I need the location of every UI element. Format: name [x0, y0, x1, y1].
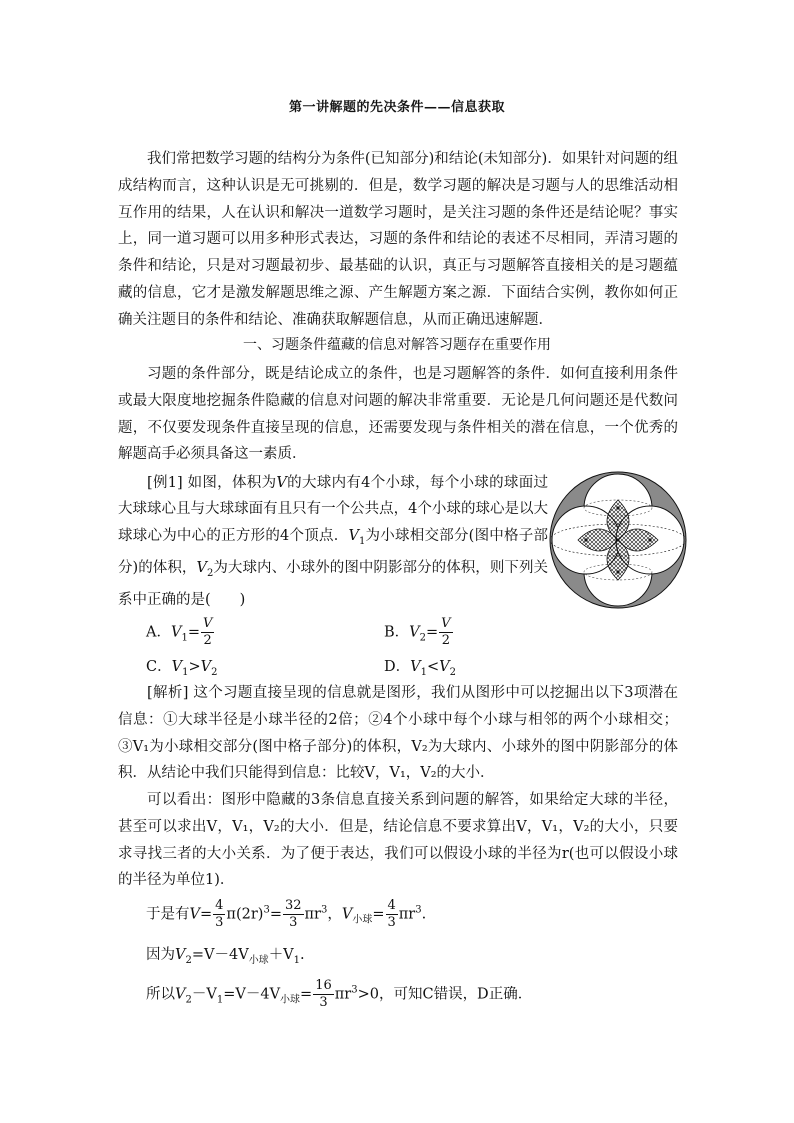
analysis-paragraph-1	[118, 680, 678, 787]
intro-paragraph: 我们常把数学习题的结构分为条件(已知部分)和结论(未知部分)．如果针对问题的组成结构而言，这种认识是无可挑剔的．但是，数学习题的解决是习题与人的思维活动相互作用的结果，人在认识和解决一道数学习题时，是关注习题的条件还是结论呢？事实上，同一道习题可以用多种形式表达，习题的条件和结论的表述不尽相同，弄清习题的条件和结论，只是对习题最初步、最基础的认识，真正与习题解答直接相关的是习题蕴藏的信息，它才是激发解题思维之源、产生解题方案之源．下面结合实例，教你如何正确关注题目的条件和结论、准确获取解题信息，从而正确迅速解题．	[118, 151, 678, 328]
option-c[interactable]: C．$V_1>V_2$	[146, 659, 218, 678]
subscript: 1	[358, 535, 366, 547]
example-line: 过大球球心且与大球球面有且只有一个公共点，4个小球的球心是以	[118, 475, 549, 518]
example-line: 部分)的体积，	[118, 527, 548, 577]
example-line: 如图，体积为	[187, 475, 277, 491]
example-1-text	[118, 470, 548, 614]
option-b-label: B．	[384, 624, 410, 641]
section-heading-1: 一、习题条件蕴藏的信息对解答习题存在重要作用	[243, 337, 551, 353]
option-b[interactable]: B．$V_2=$ $\frac{V}{2}$	[384, 616, 451, 648]
analysis-label: [解析]	[147, 685, 189, 701]
analysis-text-1: 这个习题直接呈现的信息就是图形，我们从图形中可以挖掘出以下3项潜在信息：①大球半径是小球半径的2倍；②4个小球中每个小球与相邻的两个小球相交；③V₁为小球相交部分(图中格子部分)的体积，V₂为大球内、小球外的图中阴影部分的体积．从结论中我们只能得到信息：比较V，V₁，V₂的大小．	[118, 685, 678, 782]
example-label: [例1]	[147, 475, 183, 491]
option-d[interactable]: D．$V_1<V_2$	[384, 659, 457, 678]
example-line: 为小球相交部分(图中格子	[365, 527, 534, 544]
option-d-label: D．	[384, 659, 411, 675]
example-line: 系中正确的是( )	[118, 592, 246, 609]
option-a-label: A．	[146, 624, 171, 641]
example-line: 为大球内、小球外的图中阴影部分的体积，则下列关	[213, 560, 548, 577]
option-a[interactable]: A．$V_1=$ $\frac{V}{2}$	[146, 616, 213, 648]
equation-3: 所以$V_2-V_1=V-4V_{小球}=$ $\frac{16}{3}$ $\pi r^3>0$，可知C错误，D正确．	[146, 978, 533, 1010]
example-line: 的大球内有4个小球，每个小球的球面	[286, 475, 534, 491]
math-v2: V	[196, 560, 207, 577]
analysis-paragraph-2: 可以看出：图形中隐藏的3条信息直接关系到问题的解答，如果给定大球的半径，甚至可以求出V，V₁，V₂的大小．但是，结论信息不要求算出V，V₁，V₂的大小，只要求寻找三者的大小关系．为了便于表达，我们可以假设小球的半径为r(也可以假设小球的半径为单位1)．	[118, 792, 678, 889]
spheres-figure	[548, 470, 688, 610]
math-v1: V	[348, 527, 359, 544]
math-v: V	[276, 475, 287, 491]
subscript: 2	[206, 568, 214, 579]
example-line: 大球球心为中心的正方形的4个顶点．	[118, 501, 548, 544]
equation-2: 因为$V_2=V-4V_{小球}+V_1$.	[146, 947, 305, 966]
page-title: 第一讲解题的先决条件——信息获取	[288, 100, 505, 115]
section-1-paragraph: 习题的条件部分，既是结论成立的条件，也是习题解答的条件．如何直接利用条件或最大限度地挖掘条件隐藏的信息对问题的解决非常重要．无论是几何问题还是代数问题，不仅要发现条件直接呈现的信息，还需要发现与条件相关的潜在信息，一个优秀的解题高手必须具备这一素质．	[118, 366, 678, 463]
option-c-label: C．	[146, 659, 172, 675]
equation-1: 于是有V= $\frac{4}{3}$ $\pi(2r)^3=$ $\frac{32}{3}$ $\pi r^3$，$V_{小球}=$ $\frac{4}{3}$ $\pi r^3$.	[146, 898, 427, 930]
